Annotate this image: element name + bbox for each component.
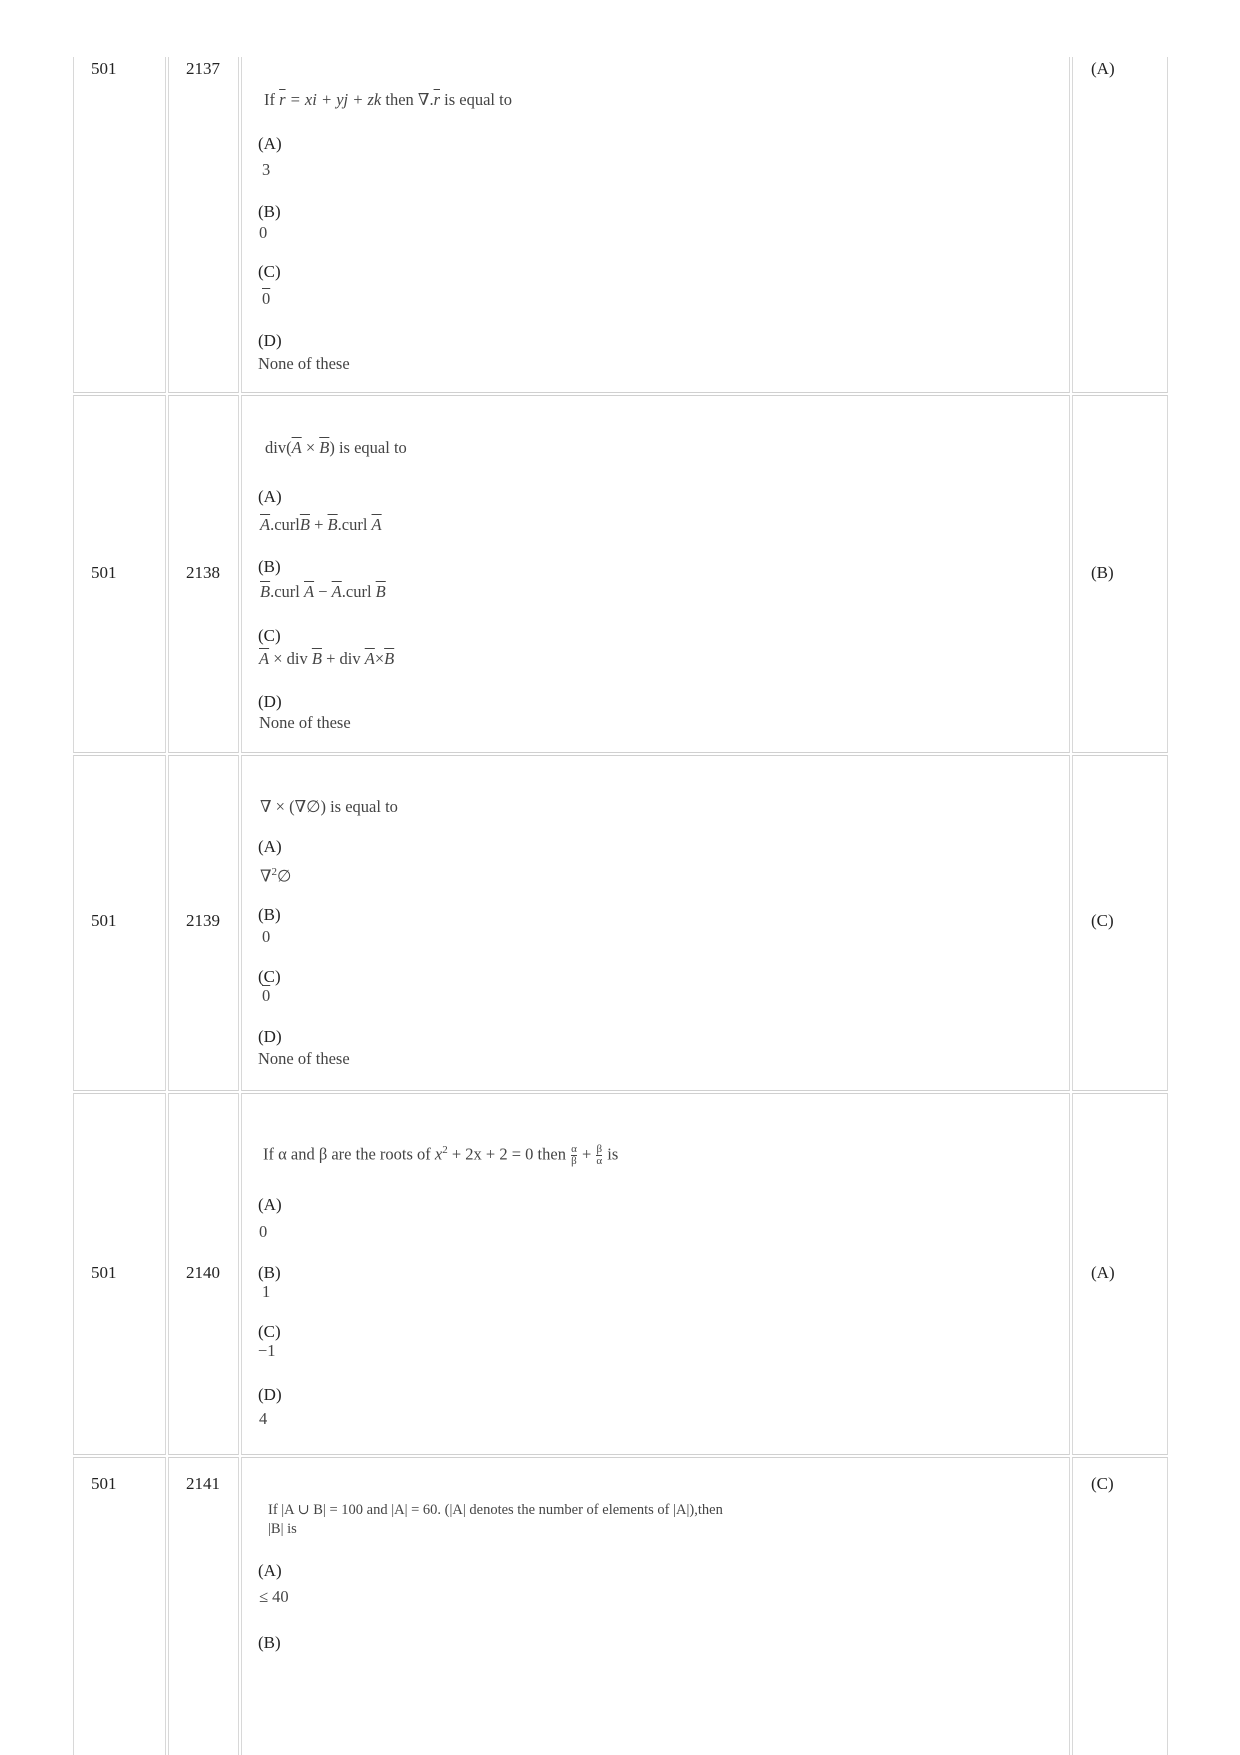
question-stem-line1: If |A ∪ B| = 100 and |A| = 60. (|A| denotes the number of elements of |A|),then	[268, 1502, 723, 1518]
option-value: 3	[262, 160, 271, 179]
paper-cell	[73, 1457, 166, 1755]
option-value: ≤ 40	[259, 1587, 289, 1606]
option-label: (D)	[258, 1385, 282, 1404]
option-label: (A)	[258, 134, 282, 153]
stem-text: ) is equal to	[329, 438, 407, 457]
stem-text: is equal to	[440, 90, 512, 109]
option-label: (A)	[258, 837, 282, 856]
question-stem	[264, 90, 512, 110]
paper-cell	[73, 1093, 166, 1455]
option-value: 4	[259, 1409, 268, 1428]
correct-answer: (A)	[1091, 59, 1115, 78]
option-label: (D)	[258, 1027, 282, 1046]
paper-code: 501	[91, 59, 117, 78]
option-label: (C)	[258, 967, 281, 986]
stem-math: + 2x + 2 = 0	[447, 1144, 534, 1164]
option-value: None of these	[258, 1049, 350, 1068]
option-value: $\overline{B}.curl$ $\overline{A}$ − $\overline{A}.curl$ $\overline{B}$	[260, 582, 386, 601]
qno-cell	[168, 57, 239, 393]
option-label: (C)	[258, 262, 281, 281]
answer-cell	[1072, 57, 1168, 393]
question-stem	[265, 438, 407, 458]
option-label: (B)	[258, 1263, 281, 1282]
question-stem-line2: |B| is	[268, 1521, 297, 1537]
correct-answer: (C)	[1091, 911, 1114, 930]
stem-math: = xi + yj + zk	[285, 90, 382, 109]
option-label: (A)	[258, 1195, 282, 1214]
answer-cell	[1072, 1457, 1168, 1755]
option-value: −1	[258, 1341, 276, 1360]
stem-text: then ∇.	[381, 90, 434, 109]
option-value: None of these	[259, 713, 351, 732]
option-value: 0	[259, 223, 268, 242]
question-number: 2141	[186, 1474, 220, 1493]
option-label: (B)	[258, 905, 281, 924]
option-label: (B)	[258, 1633, 281, 1652]
option-value: 1	[262, 1282, 271, 1301]
correct-answer: (A)	[1091, 1263, 1115, 1282]
option-value: 0	[262, 927, 271, 946]
paper-cell	[73, 57, 166, 393]
option-label: (A)	[258, 487, 282, 506]
answer-cell	[1072, 1093, 1168, 1455]
stem-text: If	[264, 90, 280, 109]
option-label: (A)	[258, 1561, 282, 1580]
paper-code: 501	[91, 911, 117, 930]
paper-cell	[73, 395, 166, 753]
stem-text: ×	[301, 438, 320, 457]
vector-r: $\overline{r}$	[433, 90, 440, 109]
answer-cell	[1072, 755, 1168, 1091]
question-stem: ∇ × (∇∅) is equal to	[260, 797, 398, 816]
vector-b: $\overline{B}$	[319, 438, 330, 457]
fraction-beta-alpha: $\frac{\beta}{\alpha}$	[596, 1143, 603, 1168]
question-number: 2137	[186, 59, 220, 78]
stem-text: then	[533, 1144, 571, 1164]
vector-a: $\overline{A}$	[291, 438, 302, 457]
paper-code: 501	[91, 1263, 117, 1282]
option-value: 0	[262, 289, 271, 308]
option-label: (D)	[258, 331, 282, 350]
stem-text: div(	[265, 438, 292, 457]
question-number: 2139	[186, 911, 220, 930]
stem-math: x	[434, 1144, 443, 1164]
qno-cell	[168, 1457, 239, 1755]
stem-text: If α and β are the roots of	[263, 1144, 435, 1164]
option-value: $\overline{A}.curl\overline{B}$ + $\overline{B}.curl$ $\overline{A}$	[260, 515, 382, 534]
option-value: $\overline{A}$ × div $\overline{B}$ + div $\overline{A}\times\overline{B}$	[259, 649, 395, 668]
paper-code: 501	[91, 563, 117, 582]
correct-answer: (B)	[1091, 563, 1114, 582]
option-value: 0	[259, 1222, 268, 1241]
answer-cell	[1072, 395, 1168, 753]
option-label: (B)	[258, 202, 281, 221]
stem-text: is	[603, 1144, 619, 1164]
vector-r: $\overline{r}$	[279, 90, 286, 109]
option-label: (C)	[258, 626, 281, 645]
question-number: 2138	[186, 563, 220, 582]
option-label: (C)	[258, 1322, 281, 1341]
fraction-alpha-beta: $\frac{\alpha}{\beta}$	[571, 1143, 577, 1168]
option-value: 0	[262, 986, 271, 1005]
option-label: (B)	[258, 557, 281, 576]
question-number: 2140	[186, 1263, 220, 1282]
paper-code: 501	[91, 1474, 117, 1493]
question-stem: If α and β are the roots of $x^2 + 2x + 2 = 0$ then $\frac{\alpha}{\beta}$ + $\frac{\beta}{\alpha}$ is	[263, 1143, 619, 1168]
option-value: ∇$^2$∅	[260, 866, 292, 886]
paper-cell	[73, 755, 166, 1091]
option-label: (D)	[258, 692, 282, 711]
option-value: None of these	[258, 354, 350, 373]
correct-answer: (C)	[1091, 1474, 1114, 1493]
